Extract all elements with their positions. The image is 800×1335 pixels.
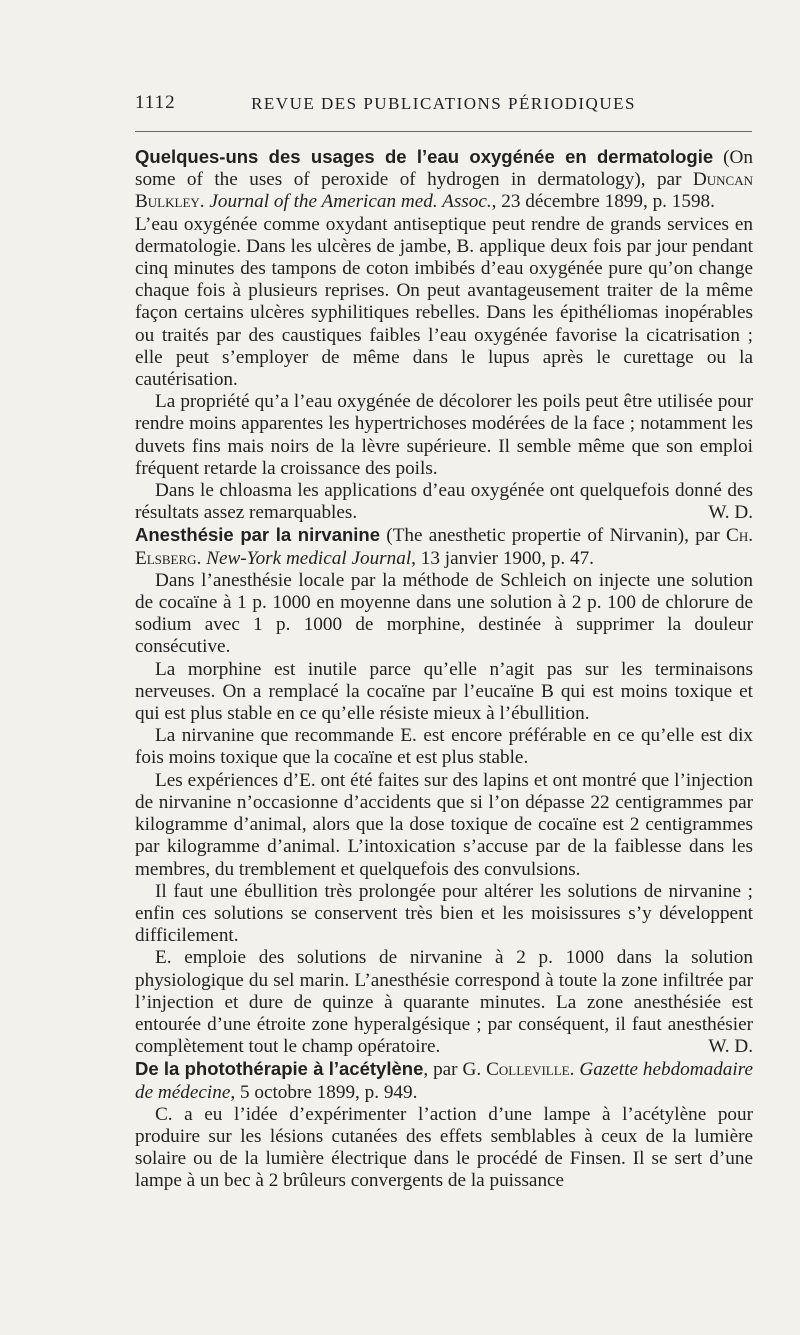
paragraph: La nirvanine que recommande E. est encore préférable en ce qu’elle est dix fois moins toxique que la cocaïne et est plus stable. [135,725,753,769]
article-citation: (On some of the uses of peroxide of hydrogen in dermatology), par [135,147,753,191]
citation-separator: . [196,547,207,569]
paragraph: Les expériences d’E. ont été faites sur des lapins et ont montré que l’injection de nirvanine n’occasionne d’accidents que si l’on dépasse 22 centigrammes par kilogramme d’animal, alors que la dose toxique de cocaïne est 2 centigrammes par kilogramme d’animal. L’intoxication s’accuse par de la faiblesse dans les membres, du tremblement et quelquefois des convulsions. [135,769,753,880]
citation-date: , 23 décembre 1899, p. 1598. [491,191,715,213]
header-rule [135,131,752,132]
paragraph: C. a eu l’idée d’expérimenter l’action d’une lampe à l’acétylène pour produire sur les lésions cutanées des effets semblables à ceux de la lumière solaire ou de la lumière électrique dans le procédé de Finsen. Il se sert d’une lampe à un bec à 2 brûleurs convergents de la puissance [135,1103,753,1192]
paragraph-text: E. emploie des solutions de nirvanine à 2 p. 1000 dans la solution physiologique du sel marin. L’anesthésie correspond à toute la zone infiltrée par l’injection et dure de quinze à quarante minutes. La zone anesthésiée est entourée d’une étroite zone hyperalgésique ; par conséquent, il faut anesthésier complètement tout le champ opératoire. [135,947,753,1058]
article-heading: Anesthésie par la nirvanine [135,524,381,546]
citation-date: , 5 octobre 1899, p. 949. [230,1081,418,1103]
paragraph-text: Dans le chloasma les applications d’eau oxygénée ont quelquefois donné des résultats assez remarquables. [135,480,753,524]
citation-date: , 13 janvier 1900, p. 47. [411,547,594,569]
paragraph: La morphine est inutile parce qu’elle n’agit pas sur les terminaisons nerveuses. On a remplacé la cocaïne par l’eucaïne B qui est moins toxique et qui est plus stable en ce qu’elle résiste mieux à l’ébullition. [135,658,753,725]
paragraph: L’eau oxygénée comme oxydant antiseptique peut rendre de grands services en dermatologie. Dans les ulcères de jambe, B. applique deux fois par jour pendant cinq minutes des tampons de coton imbibés d’eau oxygénée pure qu’on change chaque fois à plusieurs reprises. On peut avantageusement traiter de la même façon certains ulcères syphilitiques rebelles. Dans les épithéliomas inopérables ou traités par des caustiques faibles l’eau oxygénée favorise la cicatrisation ; elle peut s’employer de même dans le lupus après le curettage ou la cautérisation. [135,213,753,391]
citation-separator: . [569,1059,580,1081]
signature: W. D. [708,502,753,524]
paragraph: La propriété qu’a l’eau oxygénée de décolorer les poils peut être utilisée pour rendre moins apparentes les hypertrichoses modérées de la face ; notamment les duvets fins mais noirs de la lèvre supérieure. Il semble même que son emploi fréquent retarde la croissance des poils. [135,391,753,479]
article-entry [135,1058,753,1103]
running-head [135,92,752,122]
journal-title: Journal of the American med. Assoc. [209,191,492,213]
article-entry [135,146,753,214]
journal-title: New-York medical Journal [206,547,412,569]
article-heading: De la photothérapie à l’acétylène [135,1058,424,1080]
page-number: 1112 [135,92,176,113]
paragraph-signed [135,947,753,1058]
article-author: Ch. Elsberg [135,525,753,569]
article-entry [135,524,753,569]
paragraph: Dans l’anesthésie locale par la méthode de Schleich on injecte une solution de cocaïne à 1 p. 1000 en moyenne dans une solution à 2 p. 100 de chlorure de sodium avec 1 p. 1000 de morphine, destinée à supprimer la douleur consécutive. [135,569,753,658]
article-citation: (The anesthetic propertie of Nirvanin), par [380,525,727,547]
article-author: G. Colleville [462,1059,570,1081]
signature: W. D. [708,1036,753,1058]
journal-title: Gazette hebdomadaire de médecine [135,1059,754,1103]
citation-separator: . [199,191,210,213]
article-heading: Quelques-uns des usages de l’eau oxygénée en dermatologie [135,146,714,167]
paragraph: Il faut une ébullition très prolongée pour altérer les solutions de nirvanine ; enfin ces solutions se conservent très bien et les moisissures s’y développent difficilement. [135,880,753,947]
paragraph-signed [135,480,753,524]
article-citation: , par [423,1059,463,1081]
page-body [135,146,753,1193]
article-author: Duncan Bulkley [135,169,753,213]
running-title: REVUE DES PUBLICATIONS PÉRIODIQUES [251,94,636,113]
